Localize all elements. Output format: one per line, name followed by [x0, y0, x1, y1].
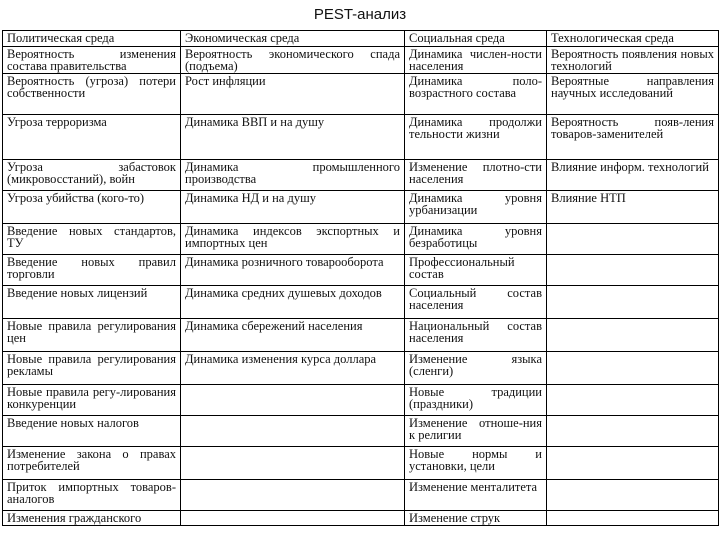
cell-social: Динамика уровня безработицы [405, 224, 547, 255]
cell-economic: Вероятность экономического спада (подъема) [181, 47, 405, 74]
cell-technological: Влияние информ. технологий [547, 160, 719, 191]
cell-technological: Вероятность появления новых технологий [547, 47, 719, 74]
cell-political: Введение новых стандартов, ТУ [3, 224, 181, 255]
cell-economic [181, 511, 405, 526]
header-political: Политическая среда [3, 31, 181, 47]
cell-social: Изменение струк [405, 511, 547, 526]
cell-social: Профессиональный состав [405, 255, 547, 286]
cell-technological: Вероятность появ-ления товаров-заменителей [547, 115, 719, 160]
cell-political: Новые правила регулирования рекламы [3, 352, 181, 385]
cell-political: Угроза терроризма [3, 115, 181, 160]
cell-political: Угроза убийства (кого-то) [3, 191, 181, 224]
cell-economic: Динамика индексов экспортных и импортных цен [181, 224, 405, 255]
cell-economic: Динамика средних душевых доходов [181, 286, 405, 319]
table-row [3, 480, 719, 511]
table-row [3, 47, 719, 74]
cell-economic: Рост инфляции [181, 74, 405, 115]
table-row [3, 447, 719, 480]
table-row [3, 319, 719, 352]
cell-social: Новые традиции (праздники) [405, 385, 547, 416]
table-row [3, 416, 719, 447]
cell-technological [547, 385, 719, 416]
pest-table [2, 30, 719, 526]
cell-technological [547, 319, 719, 352]
cell-social: Национальный состав населения [405, 319, 547, 352]
cell-economic: Динамика изменения курса доллара [181, 352, 405, 385]
cell-economic [181, 385, 405, 416]
cell-political: Изменения гражданского [3, 511, 181, 526]
cell-economic: Динамика сбережений населения [181, 319, 405, 352]
cell-technological [547, 447, 719, 480]
table-row [3, 352, 719, 385]
header-social: Социальная среда [405, 31, 547, 47]
cell-economic: Динамика НД и на душу [181, 191, 405, 224]
cell-social: Динамика продолжи тельности жизни [405, 115, 547, 160]
cell-social: Динамика числен-ности населения [405, 47, 547, 74]
cell-social: Социальный состав населения [405, 286, 547, 319]
header-technological: Технологическая среда [547, 31, 719, 47]
cell-social: Изменение языка (сленги) [405, 352, 547, 385]
cell-political: Введение новых налогов [3, 416, 181, 447]
header-economic: Экономическая среда [181, 31, 405, 47]
table-row [3, 286, 719, 319]
cell-economic: Динамика розничного товарооборота [181, 255, 405, 286]
cell-social: Изменение плотно-сти населения [405, 160, 547, 191]
cell-technological [547, 480, 719, 511]
table-row [3, 511, 719, 526]
cell-economic [181, 447, 405, 480]
table-body [3, 47, 719, 526]
table-row [3, 255, 719, 286]
table-row [3, 115, 719, 160]
cell-technological [547, 255, 719, 286]
page-title: PEST-анализ [313, 6, 407, 23]
cell-political: Изменение закона о правах потребителей [3, 447, 181, 480]
cell-political: Новые правила регулирования цен [3, 319, 181, 352]
cell-technological: Влияние НТП [547, 191, 719, 224]
cell-technological [547, 511, 719, 526]
cell-economic: Динамика промышленного производства [181, 160, 405, 191]
table-row [3, 74, 719, 115]
cell-social: Изменение менталитета [405, 480, 547, 511]
cell-political: Приток импортных товаров-аналогов [3, 480, 181, 511]
table-row [3, 160, 719, 191]
cell-technological [547, 224, 719, 255]
cell-political: Введение новых правил торговли [3, 255, 181, 286]
table-row [3, 191, 719, 224]
cell-technological: Вероятные направления научных исследований [547, 74, 719, 115]
cell-technological [547, 286, 719, 319]
cell-technological [547, 416, 719, 447]
cell-technological [547, 352, 719, 385]
cell-political: Введение новых лицензий [3, 286, 181, 319]
cell-political: Вероятность изменения состава правительства [3, 47, 181, 74]
cell-social: Изменение отноше-ния к религии [405, 416, 547, 447]
cell-social: Динамика уровня урбанизации [405, 191, 547, 224]
cell-political: Вероятность (угроза) потери собственности [3, 74, 181, 115]
cell-economic: Динамика ВВП и на душу [181, 115, 405, 160]
header-row [3, 31, 719, 47]
cell-economic [181, 416, 405, 447]
table-row [3, 385, 719, 416]
cell-political: Угроза забастовок (микровосстаний), войн [3, 160, 181, 191]
cell-political: Новые правила регу-лирования конкуренции [3, 385, 181, 416]
cell-social: Динамика поло-возрастного состава [405, 74, 547, 115]
cell-economic [181, 480, 405, 511]
cell-social: Новые нормы и установки, цели [405, 447, 547, 480]
table-row [3, 224, 719, 255]
